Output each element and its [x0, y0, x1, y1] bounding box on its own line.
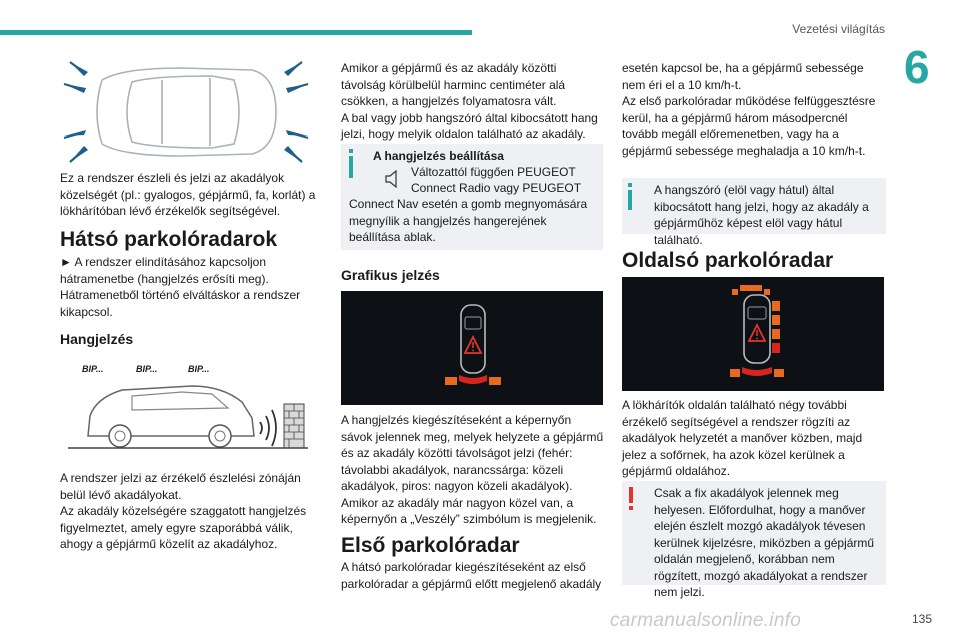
info-marker-icon	[349, 156, 353, 178]
sound-settings-note	[341, 144, 603, 250]
page-number: 135	[911, 612, 932, 626]
bip-label: BIP...	[136, 364, 158, 374]
watermark: carmanualsonline.info	[610, 610, 802, 631]
note-title: A hangjelzés beállítása	[373, 149, 504, 163]
speaker-note-text: A hangszóró (elöl vagy hátul) által kibocsátott hang jelzi, hogy az akadály a gépjárműhöz képest elöl vagy hátul található.	[654, 183, 869, 247]
info-marker-icon	[628, 190, 632, 210]
note-line-1: Változattól függően PEUGEOT	[411, 165, 576, 179]
rear-radar-heading: Hátsó parkolóradarok	[60, 228, 278, 251]
side-radar-text: A lökhárítók oldalán található négy további érzékelő segítségével a rendszer rögzíti az akadályok helyzetét a manőver közben, majd jelez a sofőrnek, ha azok közel kerülnek a gépjármű oldalához.	[622, 398, 863, 478]
section-title: Vezetési világítás	[792, 22, 885, 36]
info-marker-dot	[349, 149, 353, 153]
note-rest: Connect Nav esetén a gomb megnyomására megnyílik a hangjelzés hangerejének beállítása ablak.	[349, 197, 588, 244]
graphic-paragraph: A hangjelzés kiegészítéseként a képernyőn sávok jelennek meg, melyek helyzete a gépjármű és az akadály közötti távolságot jelzi (fehér: távolabbi akadályok, narancssárga: közeli akadályok, piros: nagyon közeli akadályok). Amikor az akadály már nagyon közel van, a képernyőn a „Veszély” szimbólum is megjelenik.	[341, 413, 604, 526]
sound-text-1: A rendszer jelzi az érzékelő észlelési zónáján belül lévő akadályokat.	[60, 471, 301, 502]
chapter-number: 6	[904, 41, 930, 93]
sound-signal-illustration	[62, 358, 312, 458]
graphic-heading: Grafikus jelzés	[341, 267, 440, 283]
front-radar-heading: Első parkolóradar	[341, 534, 520, 557]
front-speed-paragraph: esetén kapcsol be, ha a gépjármű sebessége nem éri el a 10 km/h-t.	[622, 61, 864, 92]
header-accent-bar	[0, 30, 472, 35]
rear-radar-text: ► A rendszer elindításához kapcsoljon hátramenetbe (hangjelzés erősíti meg). Hátramenetből történő elváltáskor a rendszer kikapcsol.	[60, 255, 301, 319]
sensor-car-diagram	[62, 58, 310, 168]
sound-text-2: Az akadály közelségére szaggatott hangjelzés figyelmeztet, amely egyre szaporábbá válik, ahogy a gépjármű közelít az akadályhoz.	[60, 504, 307, 551]
fixed-obstacles-warning	[622, 481, 886, 599]
speaker-paragraph: A bal vagy jobb hangszóró által kibocsátott hang jelzi, hogy melyik oldalon található az akadály.	[341, 110, 598, 141]
side-radar-image	[622, 277, 884, 391]
intro-paragraph: Ez a rendszer észleli és jelzi az akadályok közelségét (pl.: gyalogos, gépjármű, fa, korlát) a lökhárítóban lévő érzékelők segítségével.	[60, 171, 316, 218]
warning-exclamation-icon	[628, 487, 634, 509]
speaker-position-note	[622, 178, 886, 247]
front-radar-text: A hátsó parkolóradar kiegészítéseként az első parkolóradar a gépjármű előtt megjelenő akadály	[341, 560, 602, 591]
distance-paragraph: Amikor a gépjármű és az akadály közötti távolság körülbelül harminc centiméter alá csökken, a hangjelzés folyamatosra vált.	[341, 61, 566, 108]
speaker-icon	[385, 170, 399, 193]
bip-label: BIP...	[82, 364, 104, 374]
bip-label: BIP...	[188, 364, 210, 374]
warning-text: Csak a fix akadályok jelennek meg helyesen. Előfordulhat, hogy a manőver elején észlelt mozgó akadályok tévesen kerülnek kijelzésre, miközben a gépjármű oldalán megjelenő, korábban nem rögzített, mozgó akadályokat a rendszer nem jelzi.	[654, 486, 875, 599]
graphic-display-image	[341, 291, 603, 405]
side-radar-heading: Oldalsó parkolóradar	[622, 249, 834, 272]
front-suspend-paragraph: Az első parkolóradar működése felfüggesztésre kerül, ha a gépjármű három másodpercnél tovább megáll előremenetben, vagy ha a gépjármű sebessége meghaladja a 10 km/h-t.	[622, 94, 876, 158]
info-marker-dot	[628, 183, 632, 187]
note-line-2: Connect Radio vagy PEUGEOT	[411, 181, 582, 195]
sound-heading: Hangjelzés	[60, 331, 134, 347]
